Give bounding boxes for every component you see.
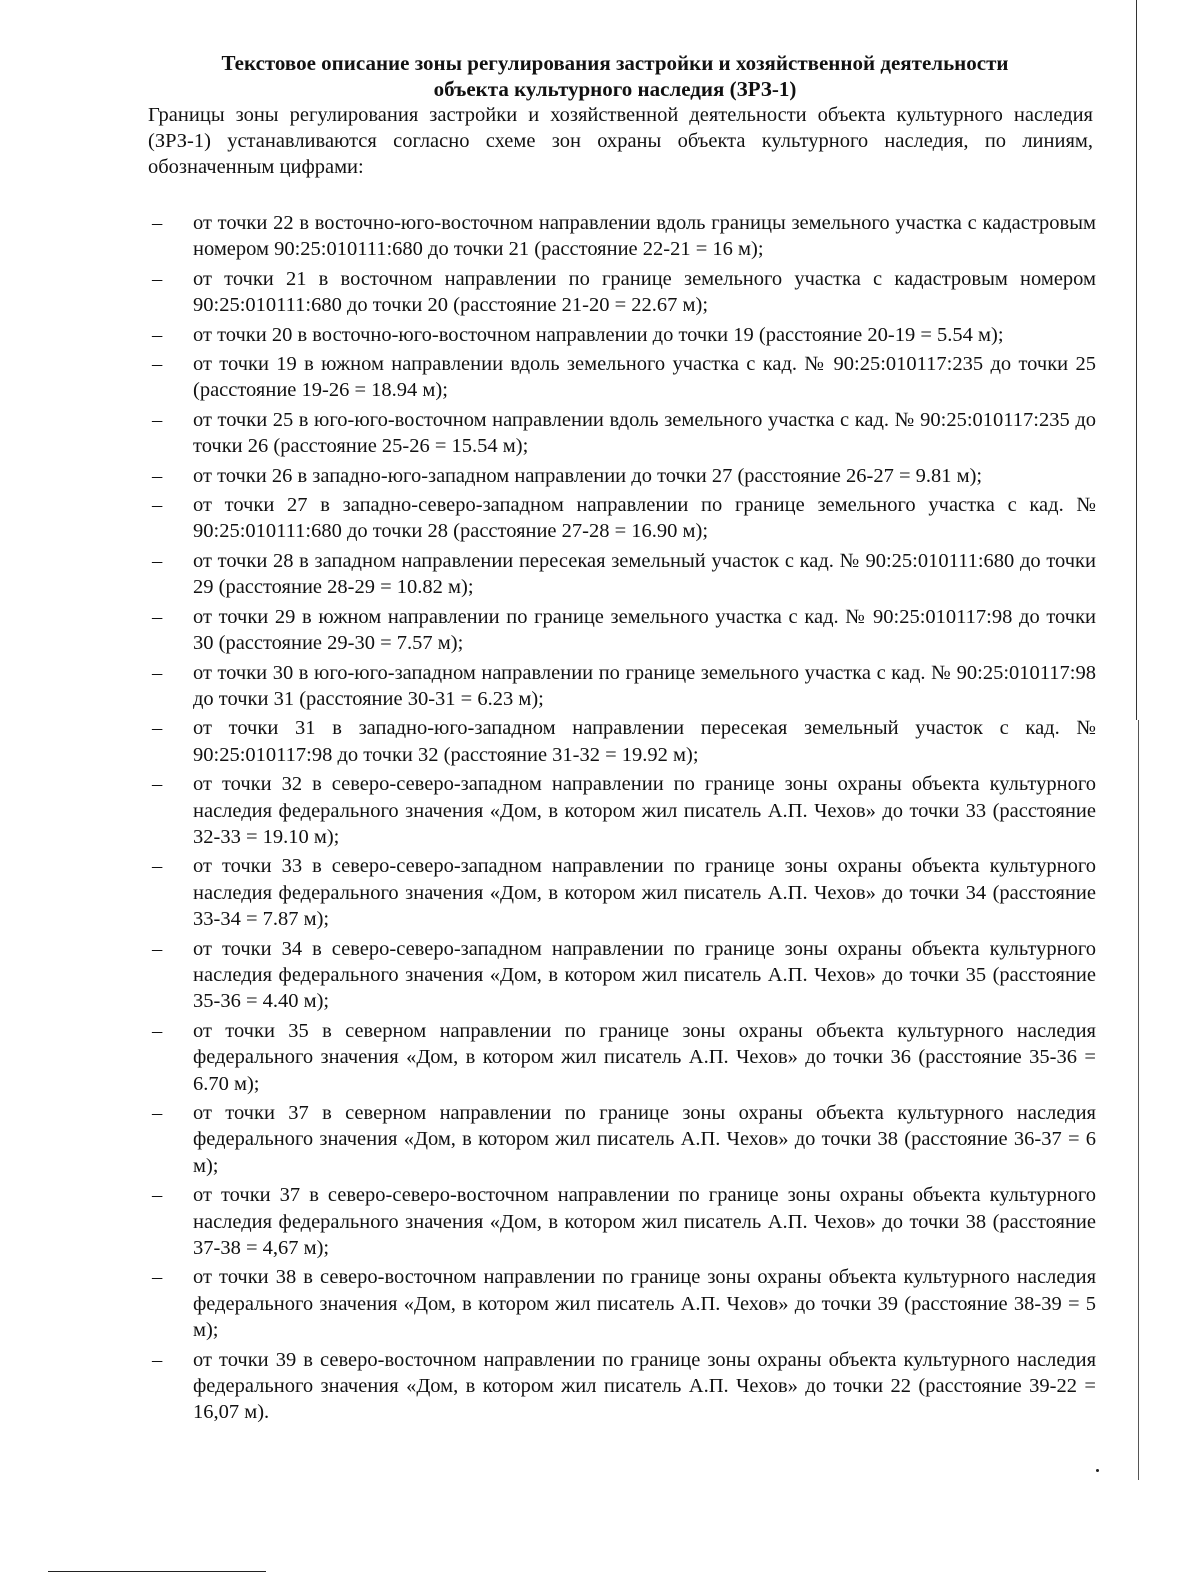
dash-bullet: –	[152, 323, 163, 346]
dash-bullet: –	[152, 605, 163, 628]
list-item-text: от точки 32 в северо-северо-западном направлении по границе зоны охраны объекта культурного наследия федерального значения «Дом, в котором жил писатель А.П. Чехов» до точки 33 (расстояние 32-33 = 19.10 м);	[193, 773, 1096, 848]
list-item-text: от точки 28 в западном направлении пересекая земельный участок с кад. № 90:25:010111:680 до точки 29 (расстояние 28-29 = 10.82 м);	[193, 549, 1096, 599]
list-item	[148, 936, 1096, 1015]
dash-bullet: –	[152, 937, 163, 960]
dash-bullet: –	[152, 1184, 163, 1207]
scan-speck	[1096, 1469, 1099, 1472]
list-item-text: от точки 26 в западно-юго-западном направлении до точки 27 (расстояние 26-27 = 9.81 м);	[193, 464, 983, 487]
list-item	[148, 1347, 1096, 1426]
scan-edge-line	[1136, 0, 1137, 720]
list-item	[148, 771, 1096, 850]
title-line-1: Текстовое описание зоны регулирования застройки и хозяйственной деятельности	[221, 51, 1009, 75]
list-item	[148, 604, 1096, 657]
list-item	[148, 853, 1096, 932]
list-item	[148, 463, 1096, 489]
list-item	[148, 407, 1096, 460]
dash-bullet: –	[152, 661, 163, 684]
list-item-text: от точки 31 в западно-юго-западном направлении пересекая земельный участок с кад. № 90:25:010117:98 до точки 32 (расстояние 31-32 = 19.92 м);	[193, 717, 1096, 766]
dash-bullet: –	[152, 549, 163, 572]
list-item-text: от точки 35 в северном направлении по границе зоны охраны объекта культурного наследия федерального значения «Дом, в котором жил писатель А.П. Чехов» до точки 36 (расстояние 35-36 = 6.70 м);	[193, 1019, 1096, 1095]
list-item	[148, 548, 1096, 601]
list-item-text: от точки 30 в юго-юго-западном направлении по границе земельного участка с кад. № 90:25:010117:98 до точки 31 (расстояние 30-31 = 6.23 м);	[193, 661, 1096, 710]
list-item	[148, 492, 1096, 545]
list-item	[148, 1018, 1096, 1097]
list-item-text: от точки 34 в северо-северо-западном направлении по границе зоны охраны объекта культурного наследия федерального значения «Дом, в котором жил писатель А.П. Чехов» до точки 35 (расстояние 35-36 = 4.40 м);	[193, 937, 1096, 1013]
intro-paragraph: Границы зоны регулирования застройки и хозяйственной деятельности объекта культурного наследия (ЗРЗ-1) устанавливаются согласно схеме зон охраны объекта культурного наследия, по линиям, обозначенным цифрами:	[148, 104, 1093, 178]
dash-bullet: –	[152, 773, 163, 796]
list-item-text: от точки 25 в юго-юго-восточном направлении вдоль земельного участка с кад. № 90:25:010117:235 до точки 26 (расстояние 25-26 = 15.54 м);	[193, 408, 1096, 458]
scan-edge-line	[1138, 720, 1139, 1480]
list-item	[148, 1100, 1096, 1179]
dash-bullet: –	[152, 1102, 163, 1124]
list-item	[148, 660, 1096, 713]
dash-bullet: –	[152, 717, 163, 740]
dash-bullet: –	[152, 1348, 163, 1371]
dash-bullet: –	[152, 494, 163, 517]
list-item-text: от точки 27 в западно-северо-западном направлении по границе земельного участка с кад. № 90:25:010111:680 до точки 28 (расстояние 27-28 = 16.90 м);	[193, 494, 1096, 543]
list-item	[148, 322, 1096, 348]
dash-bullet: –	[152, 267, 163, 290]
list-item-text: от точки 20 в восточно-юго-восточном направлении до точки 19 (расстояние 20-19 = 5.54 м);	[193, 323, 1004, 346]
list-item-text: от точки 22 в восточно-юго-восточном направлении вдоль границы земельного участка с кадастровым номером 90:25:010111:680 до точки 21 (расстояние 22-21 = 16 м);	[193, 212, 1096, 261]
list-item-text: от точки 38 в северо-восточном направлении по границе зоны охраны объекта культурного наследия федерального значения «Дом, в котором жил писатель А.П. Чехов» до точки 39 (расстояние 38-39 = 5 м);	[193, 1266, 1096, 1342]
dash-bullet: –	[152, 353, 163, 376]
list-item-text: от точки 39 в северо-восточном направлении по границе зоны охраны объекта культурного наследия федерального значения «Дом, в котором жил писатель А.П. Чехов» до точки 22 (расстояние 39-22 = 16,07 м).	[193, 1348, 1096, 1424]
list-item-text: от точки 37 в северном направлении по границе зоны охраны объекта культурного наследия федерального значения «Дом, в котором жил писатель А.П. Чехов» до точки 38 (расстояние 36-37 = 6 м);	[193, 1102, 1096, 1177]
list-item-text: от точки 33 в северо-северо-западном направлении по границе зоны охраны объекта культурного наследия федерального значения «Дом, в котором жил писатель А.П. Чехов» до точки 34 (расстояние 33-34 = 7.87 м);	[193, 855, 1096, 931]
list-item	[148, 210, 1096, 263]
document-title	[150, 50, 1080, 102]
dash-bullet: –	[152, 1266, 163, 1289]
list-item-text: от точки 29 в южном направлении по границе земельного участка с кад. № 90:25:010117:98 до точки 30 (расстояние 29-30 = 7.57 м);	[193, 605, 1096, 655]
list-item	[148, 1264, 1096, 1343]
dash-bullet: –	[152, 1019, 163, 1042]
list-item	[148, 266, 1096, 319]
dash-bullet: –	[152, 855, 163, 878]
list-item-text: от точки 19 в южном направлении вдоль земельного участка с кад. № 90:25:010117:235 до точки 25 (расстояние 19-26 = 18.94 м);	[193, 353, 1096, 402]
list-item	[148, 351, 1096, 404]
list-item-text: от точки 21 в восточном направлении по границе земельного участка с кадастровым номером 90:25:010111:680 до точки 20 (расстояние 21-20 = 22.67 м);	[193, 267, 1096, 317]
dash-bullet: –	[152, 212, 163, 234]
list-item	[148, 715, 1096, 768]
boundary-description-list	[148, 210, 1096, 1429]
title-line-2: объекта культурного наследия (ЗРЗ-1)	[433, 77, 797, 101]
footnote-rule	[48, 1571, 266, 1572]
dash-bullet: –	[152, 464, 163, 487]
list-item	[148, 1182, 1096, 1261]
list-item-text: от точки 37 в северо-северо-восточном направлении по границе зоны охраны объекта культурного наследия федерального значения «Дом, в котором жил писатель А.П. Чехов» до точки 38 (расстояние 37-38 = 4,67 м);	[193, 1184, 1096, 1260]
dash-bullet: –	[152, 408, 163, 431]
